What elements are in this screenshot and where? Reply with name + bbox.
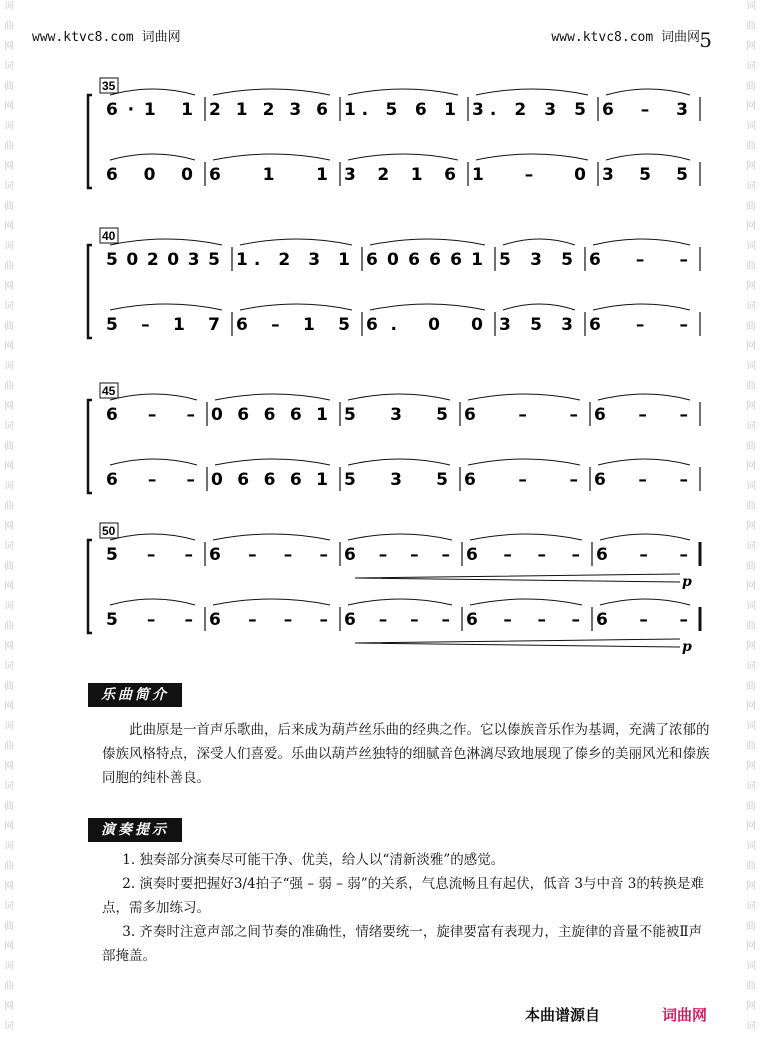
- watermark-char: 曲: [746, 741, 756, 752]
- slur: [110, 394, 197, 400]
- watermark-char: 词: [746, 481, 756, 492]
- notation-measure: 6 – –: [589, 250, 688, 270]
- watermark-char: 网: [4, 581, 14, 592]
- watermark-char: 曲: [746, 381, 756, 392]
- diminuendo-hairpin: [355, 639, 680, 647]
- watermark-char: 网: [746, 461, 756, 472]
- slur: [110, 154, 195, 160]
- measure-number: 35: [102, 79, 116, 93]
- watermark-char: 曲: [4, 441, 14, 452]
- notation-measure: 6 – 1 5: [236, 315, 350, 335]
- watermark-char: 曲: [4, 81, 14, 92]
- notation-measure: 0 6 6 6 1: [211, 470, 328, 490]
- watermark-char: 网: [746, 881, 756, 892]
- slur: [370, 304, 485, 310]
- watermark-char: 词: [746, 781, 756, 792]
- watermark-char: 词: [746, 361, 756, 372]
- slur: [593, 304, 690, 310]
- watermark-char: 词: [746, 601, 756, 612]
- watermark-char: 词: [746, 181, 756, 192]
- watermark-char: 网: [746, 101, 756, 112]
- watermark-char: 曲: [4, 501, 14, 512]
- watermark-char: 网: [746, 341, 756, 352]
- watermark-char: 网: [746, 821, 756, 832]
- slur: [110, 599, 195, 605]
- notation-measure: 6 1 1: [209, 165, 328, 185]
- watermark-char: 词: [746, 301, 756, 312]
- source-credit: [525, 1004, 707, 1025]
- watermark-char: 曲: [4, 321, 14, 332]
- system-bracket: [88, 245, 92, 338]
- slur: [598, 459, 690, 465]
- intro-title: 乐曲简介: [88, 683, 182, 707]
- slur: [476, 89, 588, 95]
- notation-measure: 5 3 5: [499, 250, 573, 270]
- watermark-char: 词: [746, 61, 756, 72]
- watermark-char: 网: [746, 41, 756, 52]
- watermark-char: 曲: [746, 681, 756, 692]
- watermark-char: 曲: [4, 681, 14, 692]
- watermark-char: 词: [746, 961, 756, 972]
- header-site-right: www.ktvc8.com 词曲网: [551, 30, 700, 45]
- watermark-char: 词: [746, 841, 756, 852]
- notation-measure: 6 – – –: [466, 545, 580, 565]
- watermark-char: 词: [4, 61, 14, 72]
- notation-measure: 6 – –: [106, 470, 195, 490]
- watermark-char: 曲: [746, 921, 756, 932]
- notation-measure: 5 – –: [106, 610, 193, 630]
- watermark-char: 词: [4, 841, 14, 852]
- watermark-char: 曲: [4, 801, 14, 812]
- notation-measure: 5 – 1 7: [106, 315, 220, 335]
- watermark-char: 曲: [746, 141, 756, 152]
- watermark-char: 词: [4, 301, 14, 312]
- watermark-char: 网: [4, 401, 14, 412]
- watermark-char: 网: [4, 461, 14, 472]
- watermark-char: 词: [746, 421, 756, 432]
- notation-measure: 6 – –: [464, 405, 578, 425]
- notation-measure: 6·1 1: [106, 100, 193, 120]
- watermark-char: 曲: [4, 981, 14, 992]
- notation-measure: 6 – –: [106, 405, 195, 425]
- slur: [110, 534, 195, 540]
- notation-measure: 3 5 5: [602, 165, 688, 185]
- notation-measure: 1. 2 3 1: [236, 250, 350, 270]
- watermark-char: 词: [4, 181, 14, 192]
- header-site-left: www.ktvc8.com 词曲网: [32, 30, 181, 45]
- tip-item-3: 3. 齐奏时注意声部之间节奏的准确性，情绪要统一，旋律要富有表现力，主旋律的音量不能被Ⅱ声部掩盖。: [102, 924, 703, 964]
- slur: [470, 599, 582, 605]
- watermark-char: 网: [746, 221, 756, 232]
- watermark-char: 词: [4, 121, 14, 132]
- slur: [110, 304, 222, 310]
- watermark-char: 曲: [746, 561, 756, 572]
- watermark-char: 曲: [4, 21, 14, 32]
- slur: [213, 534, 330, 540]
- watermark-char: 曲: [746, 981, 756, 992]
- slur: [213, 154, 330, 160]
- watermark-char: 网: [4, 341, 14, 352]
- notation-measure: 1 – 0: [472, 165, 586, 185]
- notation-measure: 6 – –: [589, 315, 688, 335]
- watermark-char: 网: [746, 1001, 756, 1012]
- watermark-char: 曲: [746, 621, 756, 632]
- notation-measure: 6 – –: [594, 405, 688, 425]
- notation-measure: 6 – 3: [602, 100, 688, 120]
- watermark-char: 曲: [4, 201, 14, 212]
- slur: [348, 394, 450, 400]
- system-bracket: [88, 540, 92, 633]
- notation-measure: 5 3 5: [344, 405, 448, 425]
- measure-number: 40: [102, 229, 116, 243]
- watermark-char: 网: [4, 941, 14, 952]
- watermark-char: 网: [4, 41, 14, 52]
- slur: [348, 534, 452, 540]
- watermark-char: 网: [4, 221, 14, 232]
- system-bracket: [88, 95, 92, 188]
- slur: [348, 599, 452, 605]
- watermark-char: 词: [4, 601, 14, 612]
- watermark-char: 网: [746, 761, 756, 772]
- watermark-char: 曲: [746, 801, 756, 812]
- notation-measure: 6 – – –: [209, 545, 328, 565]
- watermark-char: 曲: [746, 441, 756, 452]
- watermark-char: 词: [4, 961, 14, 972]
- page-number: 5: [699, 28, 712, 52]
- notation-measure: 3 5 3: [499, 315, 573, 335]
- notation-measure: 6 – – –: [344, 610, 450, 630]
- dynamic-mark: p: [682, 574, 692, 590]
- watermark-char: 曲: [4, 381, 14, 392]
- watermark-char: 词: [746, 121, 756, 132]
- watermark-char: 网: [4, 521, 14, 532]
- watermark-char: 网: [746, 941, 756, 952]
- slur: [215, 394, 330, 400]
- watermark-char: 网: [746, 701, 756, 712]
- watermark-char: 曲: [746, 21, 756, 32]
- watermark-char: 曲: [4, 741, 14, 752]
- watermark-char: 曲: [4, 861, 14, 872]
- slur: [468, 394, 580, 400]
- slur: [213, 89, 330, 95]
- watermark-char: 词: [746, 541, 756, 552]
- watermark-char: 网: [4, 701, 14, 712]
- watermark-char: 曲: [4, 561, 14, 572]
- watermark-char: 曲: [746, 321, 756, 332]
- watermark-char: 词: [746, 241, 756, 252]
- notation-measure: 6 0 0: [106, 165, 193, 185]
- source-site: 词曲网: [662, 1006, 708, 1024]
- slur: [598, 394, 690, 400]
- watermark-char: 曲: [746, 81, 756, 92]
- watermark-char: 网: [4, 641, 14, 652]
- diminuendo-hairpin: [355, 574, 680, 582]
- watermark-char: 网: [746, 401, 756, 412]
- notation-measure: 6. 0 0: [366, 315, 483, 335]
- slur: [348, 459, 450, 465]
- watermark-char: 词: [4, 1, 14, 12]
- slur: [503, 239, 575, 245]
- notation-measure: 6 – – –: [209, 610, 328, 630]
- slur: [476, 154, 588, 160]
- notation-measure: 5 0 2 0 3 5: [106, 250, 220, 270]
- slur: [215, 459, 330, 465]
- watermark-char: 网: [4, 761, 14, 772]
- slur: [470, 534, 582, 540]
- watermark-char: 网: [746, 161, 756, 172]
- watermark-char: 曲: [4, 141, 14, 152]
- notation-measure: 3 2 1 6: [344, 165, 456, 185]
- slur: [600, 599, 690, 605]
- watermark-char: 词: [4, 661, 14, 672]
- watermark-char: 网: [4, 821, 14, 832]
- watermark-char: 词: [4, 421, 14, 432]
- slur: [600, 534, 690, 540]
- system-bracket: [88, 400, 92, 493]
- notation-measure: 5 – –: [106, 545, 193, 565]
- watermark-char: 网: [746, 521, 756, 532]
- watermark-char: 词: [746, 721, 756, 732]
- tip-item-2: 2. 演奏时要把握好3/4拍子“强 – 弱 – 弱”的关系，气息流畅且有起伏，低音 3与中音 3的转换是难点，需多加练习。: [102, 876, 704, 916]
- notation-measure: 1. 5 6 1: [344, 100, 456, 120]
- watermark-char: 词: [4, 781, 14, 792]
- slur: [503, 304, 575, 310]
- watermark-char: 网: [4, 161, 14, 172]
- slur: [468, 459, 580, 465]
- watermark-char: 词: [746, 1, 756, 12]
- notation-measure: 5 3 5: [344, 470, 448, 490]
- notation-measure: 6 – – –: [466, 610, 580, 630]
- watermark-char: 网: [746, 581, 756, 592]
- slur: [348, 154, 458, 160]
- watermark-char: 曲: [746, 861, 756, 872]
- tips-title: 演奏提示: [88, 818, 182, 842]
- measure-number: 50: [102, 524, 116, 538]
- slur: [110, 239, 222, 245]
- watermark-char: 词: [4, 481, 14, 492]
- watermark-char: 词: [4, 901, 14, 912]
- watermark-char: 曲: [746, 201, 756, 212]
- tip-item-1: 1. 独奏部分演奏尽可能干净、优美，给人以“清新淡雅”的感觉。: [122, 852, 505, 868]
- watermark-char: 网: [4, 101, 14, 112]
- watermark-char: 曲: [746, 501, 756, 512]
- tips-list: [102, 848, 712, 968]
- watermark-char: 词: [4, 241, 14, 252]
- watermark-char: 词: [4, 1021, 14, 1032]
- watermark-char: 网: [4, 1001, 14, 1012]
- notation-measure: 3. 2 3 5: [472, 100, 586, 120]
- dynamic-mark: p: [682, 639, 692, 655]
- watermark-char: 网: [4, 881, 14, 892]
- watermark-char: 网: [746, 641, 756, 652]
- slur: [606, 154, 690, 160]
- slur: [348, 89, 458, 95]
- measure-number: 45: [102, 384, 116, 398]
- slur: [593, 239, 690, 245]
- slur: [110, 459, 197, 465]
- notation-measure: 6 – – –: [344, 545, 450, 565]
- watermark-char: 曲: [4, 921, 14, 932]
- watermark-char: 词: [4, 541, 14, 552]
- watermark-char: 词: [4, 361, 14, 372]
- slur: [240, 239, 352, 245]
- watermark-char: 网: [746, 281, 756, 292]
- notation-measure: 6 0 6 6 6 1: [366, 250, 483, 270]
- watermark-char: 词: [746, 661, 756, 672]
- notation-measure: 6 – –: [464, 470, 578, 490]
- notation-measure: 0 6 6 6 1: [211, 405, 328, 425]
- watermark-char: 曲: [746, 261, 756, 272]
- notation-measure: 6 – –: [596, 545, 688, 565]
- slur: [110, 89, 195, 95]
- watermark-char: 词: [4, 721, 14, 732]
- notation-measure: 6 – –: [594, 470, 688, 490]
- watermark-char: 曲: [4, 261, 14, 272]
- watermark-char: 网: [4, 281, 14, 292]
- intro-text: 此曲原是一首声乐歌曲，后来成为葫芦丝乐曲的经典之作。它以傣族音乐作为基调，充满了浓郁的傣族风格特点，深受人们喜爱。乐曲以葫芦丝独特的细腻音色淋漓尽致地展现了傣乡的美丽风光和傣族同胞的纯朴善良。: [102, 722, 710, 786]
- watermark-char: 词: [746, 1021, 756, 1032]
- slur: [213, 599, 330, 605]
- source-label: 本曲谱源自: [525, 1006, 601, 1024]
- slur: [606, 89, 690, 95]
- notation-measure: 2 1 2 3 6: [209, 100, 328, 120]
- watermark-char: 词: [746, 901, 756, 912]
- slur: [370, 239, 485, 245]
- slur: [240, 304, 352, 310]
- notation-measure: 6 – –: [596, 610, 688, 630]
- watermark-char: 曲: [4, 621, 14, 632]
